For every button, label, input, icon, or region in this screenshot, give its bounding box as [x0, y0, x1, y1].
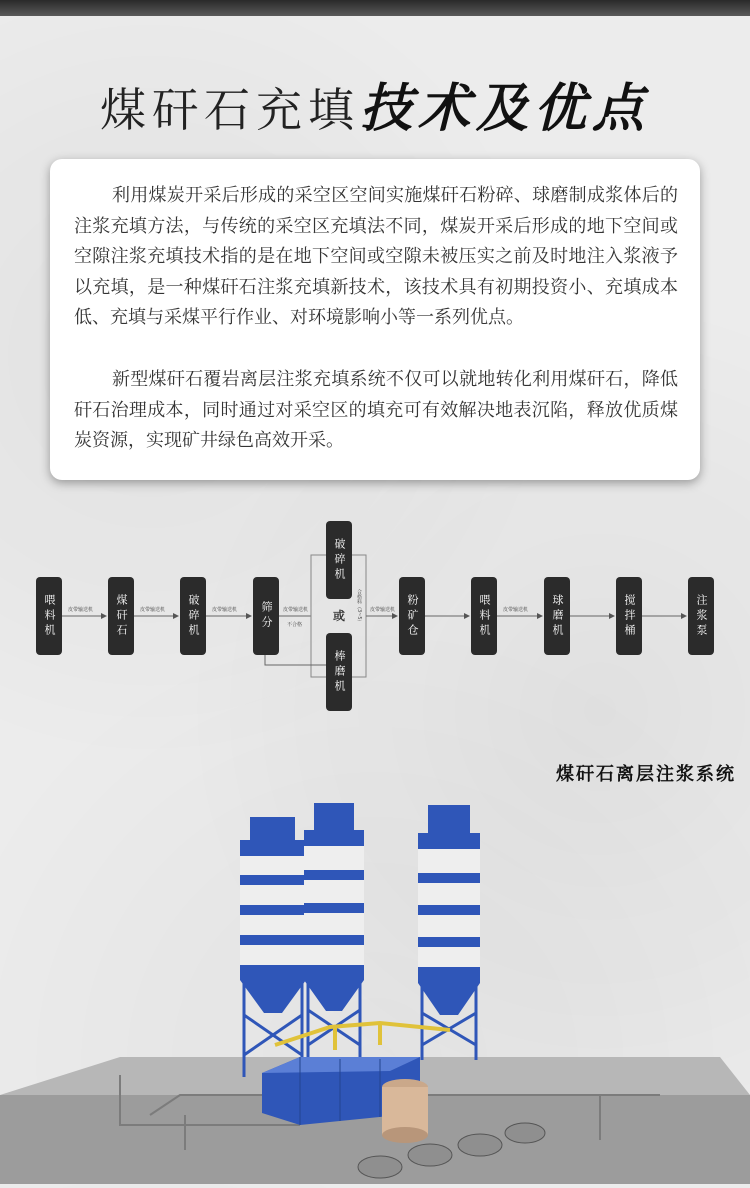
intro-paragraph-2: 新型煤矸石覆岩离层注浆充填系统不仅可以就地转化利用煤矸石，降低矸石治理成本，同时通过对采空区的填充可有效解决地表沉陷，释放优质煤炭资源，实现矿井绿色高效开采。: [74, 369, 678, 451]
flow-label-belt-6: 皮带输送机: [503, 607, 529, 613]
flow-branch-rod-mill: 棒磨机: [326, 633, 352, 711]
top-image-strip: [0, 0, 750, 16]
flow-step-powder-bin: 粉矿仓: [399, 577, 425, 655]
flow-step-ball-mill: 球磨机: [544, 577, 570, 655]
flow-step-screening: 筛分: [253, 577, 279, 655]
flow-step-crusher: 破碎机: [180, 577, 206, 655]
flow-step-feeder-1: 喂料机: [36, 577, 62, 655]
section-title-grouting-system: 煤矸石离层注浆系统: [556, 764, 736, 785]
flow-branch-crusher: 破碎机: [326, 521, 352, 599]
flow-step-mixing-tank: 搅拌桶: [616, 577, 642, 655]
page-title: [0, 74, 750, 145]
grouting-system-illustration: [0, 795, 750, 1184]
flow-label-qualified: 合格料（3~5）: [356, 589, 362, 625]
flow-label-belt-4: 皮带输送机: [283, 607, 309, 613]
flow-label-belt-1: 皮带输送机: [68, 607, 94, 613]
process-flowchart: [0, 515, 750, 715]
flow-label-unqualified: 不合格: [287, 622, 303, 628]
flow-label-belt-5: 皮带输送机: [370, 607, 396, 613]
title-bold: 技术及优点: [359, 79, 650, 139]
intro-paragraph-1: 利用煤炭开采后形成的采空区空间实施煤矸石粉碎、球磨制成浆体后的注浆充填方法，与传统的采空区充填法不同，煤炭开采后形成的地下空间或空隙注浆充填技术指的是在地下空间或空隙未被压实之前及时地注入浆液予以充填，是一种煤矸石注浆充填新技术，该技术具有初期投资小、充填成本低、充填与采煤平行作业、对环境影响小等一系列优点。: [74, 185, 678, 328]
silo-3: [418, 805, 480, 1060]
flow-branch-or: 或: [332, 609, 345, 623]
flow-label-belt-2: 皮带输送机: [140, 607, 166, 613]
intro-card: [50, 159, 700, 480]
title-plain: 煤矸石充填: [99, 83, 360, 137]
flow-step-grouting-pump: 注浆泵: [688, 577, 714, 655]
flow-step-coal-gangue: 煤矸石: [108, 577, 134, 655]
flow-label-belt-3: 皮带输送机: [212, 607, 238, 613]
flow-step-feeder-2: 喂料机: [471, 577, 497, 655]
